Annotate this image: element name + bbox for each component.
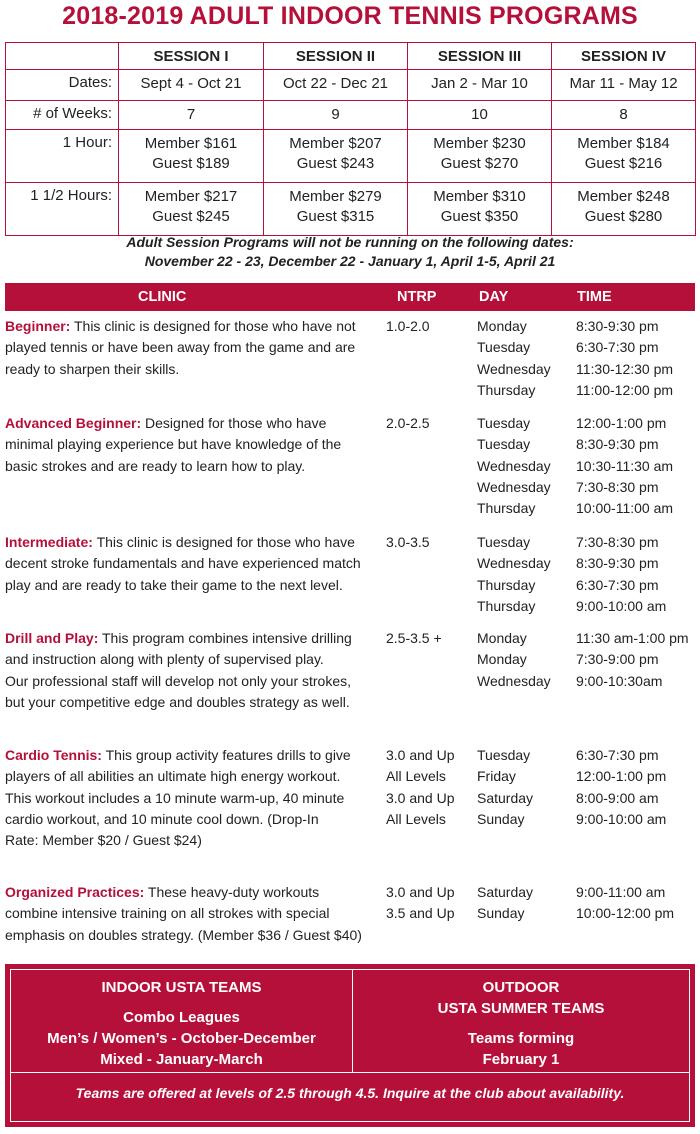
program-name: Cardio Tennis:: [5, 747, 102, 763]
description-line: [5, 649, 368, 670]
ntrp-value: All Levels: [386, 810, 446, 827]
indoor-usta-line: Men’s / Women’s - October-December: [47, 1030, 316, 1047]
day-value: Tuesday: [477, 436, 531, 453]
ntrp-column: [386, 628, 442, 649]
description-text: These heavy-duty workouts: [147, 884, 320, 900]
day-value: Saturday: [477, 789, 534, 806]
sessions-table: [5, 42, 696, 236]
session-header: SESSION II: [264, 43, 408, 70]
row-label: # of Weeks:: [6, 101, 119, 130]
guest-price: Guest $315: [296, 208, 375, 225]
description-text: This workout includes a 10 minute warm-up, 40 minute: [5, 789, 345, 806]
ntrp-value: 1.0-2.0: [386, 318, 430, 334]
description-text: but your competitive edge and doubles strategy as well.: [5, 693, 350, 710]
time-value: 11:30 am-1:00 pm: [576, 630, 689, 646]
member-price: Member $217: [144, 188, 238, 205]
member-price: Member $279: [289, 188, 382, 205]
sessions-corner-cell: [6, 43, 119, 70]
time-value: 9:00-10:30am: [576, 672, 663, 689]
time-value: 8:30-9:30 pm: [576, 318, 659, 334]
ntrp-value: 2.5-3.5 +: [386, 630, 442, 646]
time-value: 12:00-1:00 pm: [576, 415, 667, 431]
description-line: [5, 903, 368, 924]
day-value: Wednesday: [477, 672, 551, 689]
description-text: players of all abilities an ultimate high energy workout.: [5, 768, 341, 785]
description-line: [5, 692, 368, 713]
description-line: [5, 882, 368, 903]
program-name: Beginner:: [5, 318, 71, 334]
description-line: [5, 788, 368, 809]
ntrp-value: 3.0 and Up: [386, 884, 455, 900]
day-value: Thursday: [477, 576, 536, 593]
table-cell: Mar 11 - May 12: [552, 70, 696, 101]
time-value: 7:30-9:00 pm: [576, 651, 659, 668]
indoor-usta-line: Mixed - January-March: [100, 1051, 263, 1068]
description-line: [5, 628, 368, 649]
ntrp-value: 3.0 and Up: [386, 747, 455, 763]
description-line: [5, 745, 368, 766]
usta-teams-panel: [5, 964, 695, 1127]
description-line: [5, 809, 368, 830]
description-line: [5, 532, 368, 553]
day-value: Sunday: [477, 905, 525, 922]
description-text: Designed for those who have: [145, 415, 327, 431]
outdoor-usta-line: Teams forming: [467, 1030, 575, 1047]
one-half-hour-row: [6, 183, 696, 236]
description-line: [5, 316, 368, 337]
description-line: [5, 434, 368, 455]
time-value: 10:30-11:30 am: [576, 457, 674, 474]
ntrp-column: [386, 532, 430, 553]
weeks-row: [6, 101, 696, 130]
clinic-column-header: CLINIC: [138, 289, 187, 305]
day-value: Tuesday: [477, 747, 531, 763]
program-name: Organized Practices:: [5, 884, 145, 900]
one-hour-row: [6, 130, 696, 183]
time-value: 8:30-9:30 pm: [576, 555, 659, 572]
row-label: Dates:: [6, 70, 119, 101]
description-line: [5, 413, 368, 434]
description-text: basic strokes and are ready to learn how to play.: [5, 457, 306, 474]
program-name: Drill and Play:: [5, 630, 99, 646]
guest-price: Guest $189: [152, 155, 230, 172]
time-value: 8:30-9:30 pm: [576, 436, 659, 453]
description-text: This clinic is designed for those who have not: [73, 318, 356, 334]
day-value: Thursday: [477, 381, 536, 398]
ntrp-column: [386, 882, 455, 925]
day-value: Sunday: [477, 810, 525, 827]
time-value: 9:00-10:00 am: [576, 597, 667, 614]
days-column: [477, 532, 551, 617]
description-text: cardio workout, and 10 minute cool down. (Drop-In: [5, 810, 319, 827]
description-text: Rate: Member $20 / Guest $24): [5, 832, 202, 849]
time-value: 9:00-10:00 am: [576, 810, 667, 827]
times-column: [576, 745, 666, 830]
table-cell: Oct 22 - Dec 21: [264, 70, 408, 101]
description-line: [5, 575, 368, 596]
days-column: [477, 413, 551, 519]
times-column: [576, 882, 674, 925]
table-cell: 8: [552, 101, 696, 130]
table-cell: 9: [264, 101, 408, 130]
ntrp-value: 3.0 and Up: [386, 789, 455, 806]
ntrp-value: 3.0-3.5: [386, 534, 430, 550]
description-text: play and are ready to take their game to the next level.: [5, 576, 343, 593]
description-text: This program combines intensive drilling: [102, 630, 352, 646]
table-cell: [408, 130, 552, 183]
day-value: Thursday: [477, 500, 536, 517]
description-text: decent stroke fundamentals and have experienced match: [5, 555, 361, 572]
table-cell: Sept 4 - Oct 21: [119, 70, 264, 101]
description-text: ready to sharpen their skills.: [5, 360, 180, 377]
ntrp-column: [386, 316, 430, 337]
closure-notice: [0, 233, 700, 271]
member-price: Member $248: [577, 188, 670, 205]
program-description: [5, 745, 368, 851]
description-text: played tennis or have been away from the game and are: [5, 339, 356, 356]
day-value: Tuesday: [477, 534, 531, 550]
session-header: SESSION III: [408, 43, 552, 70]
usta-footer-note: Teams are offered at levels of 2.5 through 4.5. Inquire at the club about availability.: [75, 1085, 625, 1101]
dates-row: [6, 70, 696, 101]
times-column: [576, 628, 689, 692]
guest-price: Guest $216: [584, 155, 663, 172]
ntrp-column: [386, 413, 430, 434]
day-value: Wednesday: [477, 478, 551, 495]
description-text: emphasis on doubles strategy. (Member $36 / Guest $40): [5, 926, 362, 943]
description-line: [5, 671, 368, 692]
table-cell: [552, 130, 696, 183]
session-header: SESSION I: [119, 43, 264, 70]
outdoor-usta-title: OUTDOOR: [482, 979, 560, 996]
time-value: 7:30-8:30 pm: [576, 534, 659, 550]
description-line: [5, 553, 368, 574]
time-value: 8:00-9:00 am: [576, 789, 659, 806]
description-line: [5, 456, 368, 477]
day-value: Wednesday: [477, 555, 551, 572]
outdoor-usta-subtitle: USTA SUMMER TEAMS: [437, 1000, 605, 1017]
guest-price: Guest $350: [440, 208, 519, 225]
day-value: Wednesday: [477, 360, 551, 377]
time-value: 11:00-12:00 pm: [576, 381, 674, 398]
description-text: and instruction along with plenty of supervised play.: [5, 651, 324, 668]
member-price: Member $184: [577, 135, 670, 152]
member-price: Member $230: [433, 135, 526, 152]
indoor-usta-column: [11, 970, 353, 1073]
indoor-usta-line: Combo Leagues: [123, 1009, 240, 1026]
time-value: 7:30-8:30 pm: [576, 478, 659, 495]
clinic-table-header: [5, 283, 695, 311]
guest-price: Guest $245: [152, 208, 230, 225]
program-description: [5, 316, 368, 380]
description-text: This clinic is designed for those who have: [96, 534, 355, 550]
guest-price: Guest $280: [584, 208, 663, 225]
table-cell: [264, 130, 408, 183]
notice-line: Adult Session Programs will not be running on the following dates:: [126, 234, 574, 250]
description-text: combine intensive training on all strokes with special: [5, 905, 330, 922]
table-cell: Jan 2 - Mar 10: [408, 70, 552, 101]
days-column: [477, 628, 551, 692]
member-price: Member $207: [289, 135, 382, 152]
day-value: Monday: [477, 630, 527, 646]
program-description: [5, 628, 368, 713]
table-cell: [552, 183, 696, 236]
ntrp-column: [386, 745, 455, 830]
day-value: Friday: [477, 768, 516, 785]
row-label: 1 Hour:: [6, 130, 119, 183]
member-price: Member $161: [144, 135, 238, 152]
time-value: 6:30-7:30 pm: [576, 339, 659, 356]
days-column: [477, 882, 533, 925]
day-value: Monday: [477, 318, 527, 334]
row-label: 1 1/2 Hours:: [6, 183, 119, 236]
outdoor-usta-line: February 1: [482, 1051, 560, 1068]
program-name: Intermediate:: [5, 534, 93, 550]
description-text: Our professional staff will develop not only your strokes,: [5, 672, 352, 689]
days-column: [477, 745, 533, 830]
table-cell: 10: [408, 101, 552, 130]
table-cell: [408, 183, 552, 236]
day-value: Wednesday: [477, 457, 551, 474]
guest-price: Guest $243: [296, 155, 375, 172]
day-value: Thursday: [477, 597, 536, 614]
days-column: [477, 316, 551, 401]
table-cell: [119, 130, 264, 183]
times-column: [576, 532, 666, 617]
description-line: [5, 359, 368, 380]
ntrp-value: 2.0-2.5: [386, 415, 430, 431]
notice-dates: November 22 - 23, December 22 - January 1, April 1-5, April 21: [144, 253, 556, 269]
time-value: 10:00-12:00 pm: [576, 905, 675, 922]
time-value: 11:30-12:30 pm: [576, 360, 674, 377]
time-value: 12:00-1:00 pm: [576, 768, 667, 785]
outdoor-usta-column: [353, 970, 689, 1073]
ntrp-value: 3.5 and Up: [386, 905, 455, 922]
day-value: Tuesday: [477, 415, 531, 431]
day-value: Monday: [477, 651, 527, 668]
day-column-header: DAY: [479, 289, 509, 305]
description-line: [5, 337, 368, 358]
page-title: 2018-2019 ADULT INDOOR TENNIS PROGRAMS: [62, 2, 638, 30]
guest-price: Guest $270: [440, 155, 519, 172]
time-value: 10:00-11:00 am: [576, 500, 674, 517]
member-price: Member $310: [433, 188, 526, 205]
sessions-header-row: [6, 43, 696, 70]
table-cell: [264, 183, 408, 236]
program-name: Advanced Beginner:: [5, 415, 142, 431]
ntrp-value: All Levels: [386, 768, 446, 785]
description-text: This group activity features drills to give: [105, 747, 351, 763]
usta-teams-frame: [10, 969, 690, 1122]
program-description: [5, 882, 368, 946]
time-value: 6:30-7:30 pm: [576, 747, 659, 763]
description-line: [5, 925, 368, 946]
program-description: [5, 413, 368, 477]
times-column: [576, 413, 673, 519]
day-value: Tuesday: [477, 339, 531, 356]
description-line: [5, 830, 368, 851]
day-value: Saturday: [477, 884, 534, 900]
table-cell: 7: [119, 101, 264, 130]
time-value: 6:30-7:30 pm: [576, 576, 659, 593]
time-column-header: TIME: [577, 289, 612, 305]
time-value: 9:00-11:00 am: [576, 884, 666, 900]
indoor-usta-title: INDOOR USTA TEAMS: [101, 979, 262, 996]
times-column: [576, 316, 673, 401]
session-header: SESSION IV: [552, 43, 696, 70]
ntrp-column-header: NTRP: [397, 289, 437, 305]
program-description: [5, 532, 368, 596]
description-text: minimal playing experience but have knowledge of the: [5, 436, 342, 453]
table-cell: [119, 183, 264, 236]
description-line: [5, 766, 368, 787]
